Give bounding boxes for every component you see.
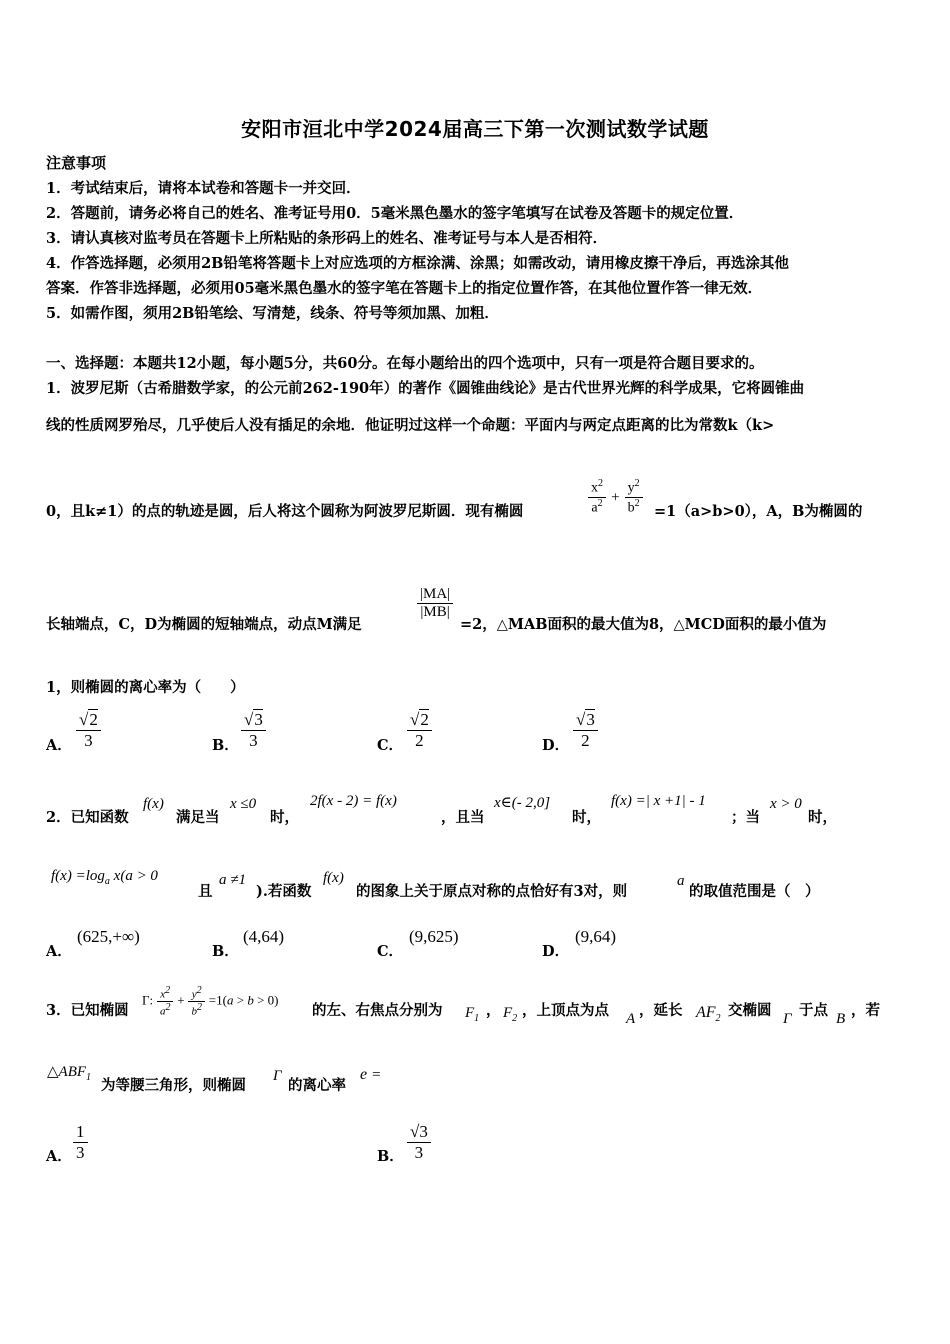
q3-option-a[interactable]: A． xyxy=(46,1148,72,1165)
q2-math: f(x) =| x +1| - 1 xyxy=(611,793,706,809)
q2-math: f(x) xyxy=(323,870,344,886)
q3-math: $F_2$ xyxy=(503,1005,518,1024)
notice-heading: 注意事项 xyxy=(46,154,107,172)
q1-option-a[interactable]: A． xyxy=(46,737,72,754)
q2-option-d[interactable]: D． xyxy=(542,943,570,960)
q2-text: 的取值范围是（ ） xyxy=(689,883,820,900)
q1-option-c[interactable]: C． xyxy=(377,737,404,754)
page-title: 安阳市洹北中学2024届高三下第一次测试数学试题 xyxy=(241,117,709,141)
q1-text: 1，则椭圆的离心率为（ ） xyxy=(46,679,245,696)
q2-math: $f(x) =\log_a$ x(a > 0 xyxy=(51,868,158,887)
q3-text: ， xyxy=(486,1002,501,1019)
q3-text: 于点 xyxy=(799,1002,828,1019)
q2-math: x ≤0 xyxy=(230,796,257,812)
notice-item: 答案．作答非选择题，必须用05毫米黑色墨水的签字笔在答题卡上的指定位置作答，在其他位置作答一律无效． xyxy=(46,280,763,297)
q1-option-c-value: $\frac{√2}{2}$ xyxy=(407,710,432,751)
q2-math: a xyxy=(677,873,685,889)
q2-option-d-value: (9,64) xyxy=(575,927,617,946)
section-heading: 一、选择题：本题共12小题，每小题5分，共60分。在每小题给出的四个选项中，只有一项是符合题目要求的。 xyxy=(46,355,764,372)
q1-text: =1（a>b>0），A，B为椭圆的 xyxy=(654,503,863,520)
q3-text: 的左、右焦点分别为 xyxy=(312,1002,443,1019)
q3-text: 交椭圆 xyxy=(728,1002,772,1019)
notice-item: 4．作答选择题，必须用2B铅笔将答题卡上对应选项的方框涂满、涂黑；如需改动，请用橡皮擦干净后，再选涂其他 xyxy=(46,255,789,272)
q2-text: ；当 xyxy=(731,809,760,826)
q3-option-a-value: $\frac{1}{3}$ xyxy=(73,1122,88,1163)
q2-option-b-value: (4,64) xyxy=(243,927,285,946)
q3-text: ，若 xyxy=(851,1002,880,1019)
q3-option-b-value: $\frac{√3}{3}$ xyxy=(407,1122,431,1163)
q1-text: =2，△MAB面积的最大值为8，△MCD面积的最小值为 xyxy=(460,616,827,633)
q3-math: $\triangle ABF_1$ xyxy=(47,1064,92,1083)
q3-text: 为等腰三角形，则椭圆 xyxy=(101,1077,246,1094)
q3-math: $AF_2$ xyxy=(696,1004,721,1025)
q3-text: ，延长 xyxy=(639,1002,683,1019)
q1-text: 1．波罗尼斯（古希腊数学家，的公元前262-190年）的著作《圆锥曲线论》是古代世界光辉的科学成果，它将圆锥曲 xyxy=(46,380,805,397)
q3-text: 的离心率 xyxy=(288,1077,346,1094)
q2-option-b[interactable]: B． xyxy=(212,943,239,960)
q2-text: 时， xyxy=(270,809,299,826)
ellipse-equation: $\frac{x^2}{a^2}$ + $\frac{y^2}{b^2}$ xyxy=(588,478,643,516)
q1-option-a-value: $\frac{√2}{3}$ xyxy=(76,710,101,751)
notice-item: 3．请认真核对监考员在答题卡上所粘贴的条形码上的姓名、准考证号与本人是否相符． xyxy=(46,230,608,247)
q1-text: 线的性质网罗殆尽，几乎使后人没有插足的余地．他证明过这样一个命题：平面内与两定点距离的比为常数k（k> xyxy=(46,417,775,434)
q1-option-d-value: $\frac{√3}{2}$ xyxy=(573,710,598,751)
q2-math: f(x) xyxy=(143,796,164,812)
q3-math: A xyxy=(626,1011,636,1027)
q3-math: B xyxy=(836,1011,846,1027)
q1-option-b-value: $\frac{√3}{3}$ xyxy=(241,710,266,751)
q2-text: 2．已知函数 xyxy=(46,809,129,826)
q1-text: 0，且k≠1）的点的轨迹是圆，后人将这个圆称为阿波罗尼斯圆．现有椭圆 xyxy=(46,503,524,520)
notice-item: 1．考试结束后，请将本试卷和答题卡一并交回． xyxy=(46,180,361,197)
q2-text: ).若函数 xyxy=(256,883,312,900)
q1-text: 长轴端点，C，D为椭圆的短轴端点，动点M满足 xyxy=(46,616,362,633)
q2-text: 且 xyxy=(198,883,213,900)
q2-math: x > 0 xyxy=(770,796,802,812)
q2-text: 时， xyxy=(808,809,837,826)
q2-option-a[interactable]: A． xyxy=(46,943,72,960)
q1-option-b[interactable]: B． xyxy=(212,737,239,754)
q3-math: $F_1$ xyxy=(465,1005,480,1024)
q3-text: 3．已知椭圆 xyxy=(46,1002,129,1019)
q2-text: 时， xyxy=(572,809,601,826)
notice-item: 5．如需作图，须用2B铅笔绘、写清楚，线条、符号等须加黑、加粗． xyxy=(46,305,499,322)
ratio-ma-mb: $\frac{|MA|}{|MB|}$ xyxy=(417,586,453,621)
q2-option-c-value: (9,625) xyxy=(409,927,459,946)
notice-item: 2．答题前，请务必将自己的姓名、准考证号用0．5毫米黑色墨水的签字笔填写在试卷及答题卡的规定位置． xyxy=(46,205,744,222)
q2-math: a ≠1 xyxy=(219,872,246,888)
q2-text: ，且当 xyxy=(441,809,485,826)
q1-option-d[interactable]: D． xyxy=(542,737,570,754)
q3-math: Γ xyxy=(273,1068,282,1084)
q2-math: x∈(- 2,0] xyxy=(494,795,551,811)
q2-text: 满足当 xyxy=(176,809,220,826)
q2-text: 的图象上关于原点对称的点恰好有3对，则 xyxy=(356,883,628,900)
q3-math: e = xyxy=(360,1066,382,1083)
q3-option-b[interactable]: B． xyxy=(377,1148,404,1165)
q3-text: ，上顶点为点 xyxy=(522,1002,609,1019)
q2-option-c[interactable]: C． xyxy=(377,943,404,960)
q3-ellipse-equation: Γ: $\frac{x^2}{a^2}$ + $\frac{y^2}{b^2}$ =1(a > b > 0) xyxy=(142,985,279,1018)
q2-option-a-value: (625,+∞) xyxy=(77,927,140,946)
q3-math: Γ xyxy=(783,1011,792,1027)
q2-math: 2f(x - 2) = f(x) xyxy=(310,793,397,809)
